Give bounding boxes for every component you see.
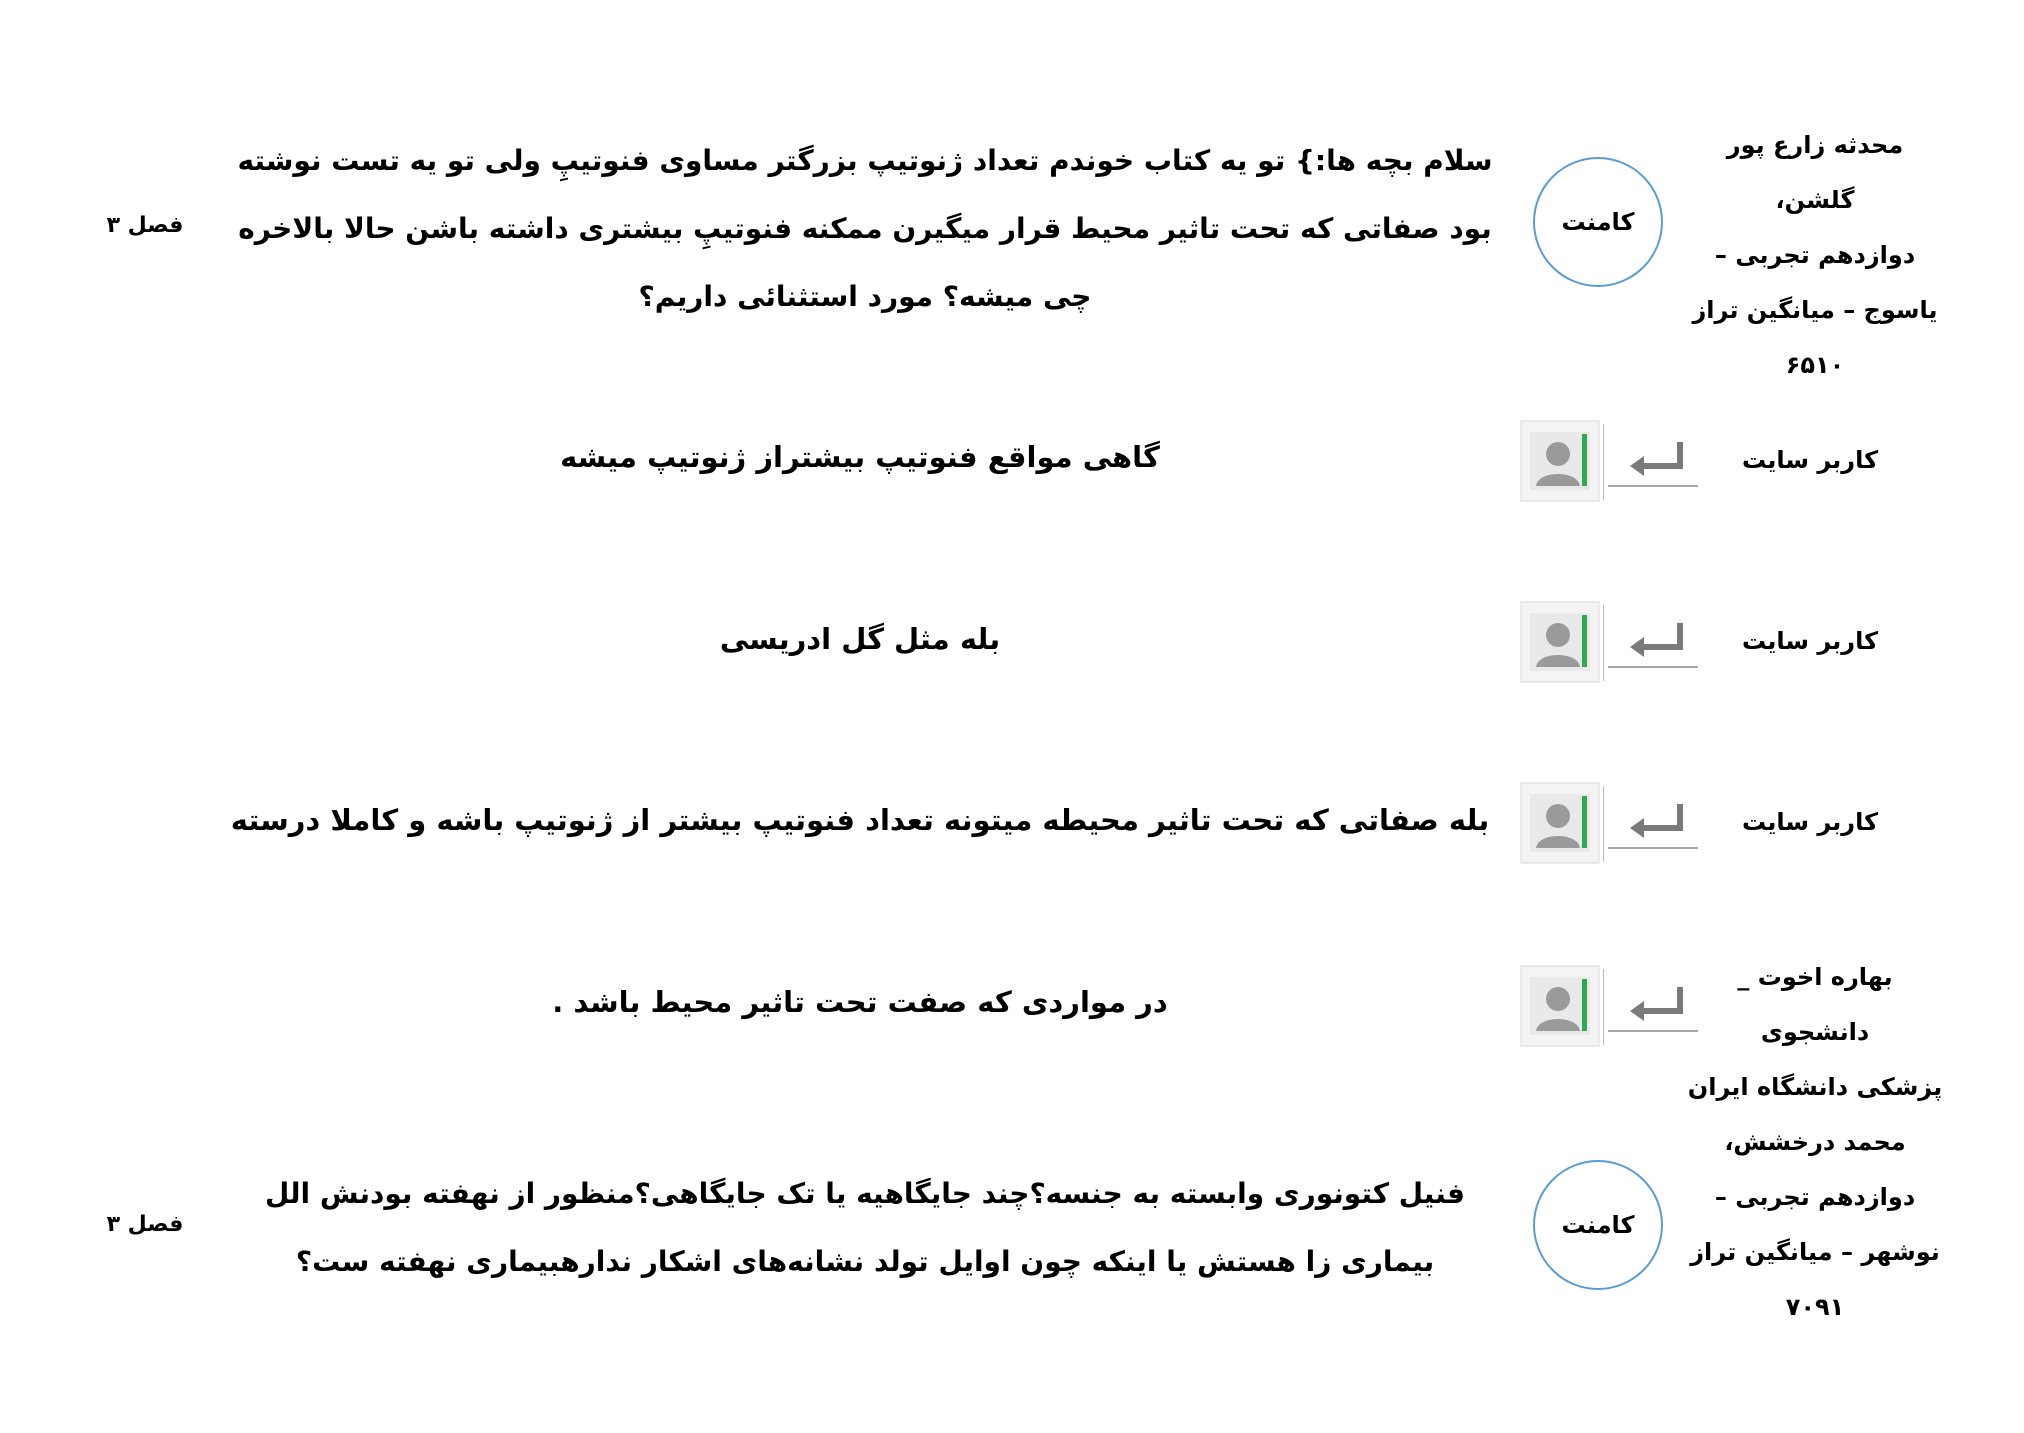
divider bbox=[1603, 424, 1604, 500]
reply-icon-group bbox=[1520, 601, 1690, 683]
reply-user: کاربر سایت bbox=[1741, 446, 1879, 474]
author-line: ۷۰۹۱ bbox=[1785, 1293, 1845, 1321]
thread2-question: فنیل کتونوری وابسته به جنسه؟چند جایگاهیه یا تک جایگاهی؟منظور از نهفته بودنش الل بیماری زا هستش یا اینکه چون اوایل تولد نشانه‌های اشکار ندارهبیماری نهفته ست؟ bbox=[265, 1177, 1465, 1278]
user-avatar-icon bbox=[1520, 782, 1600, 864]
author-line: نوشهر – میانگین تراز bbox=[1690, 1238, 1940, 1266]
author-line: یاسوج – میانگین تراز bbox=[1692, 296, 1938, 324]
reply-user bbox=[1680, 950, 1950, 1115]
user-avatar-icon bbox=[1520, 420, 1600, 502]
thread1-question: سلام بچه ها:} تو یه کتاب خوندم تعداد ژنوتیپ بزرگتر مساوی فنوتیپِ ولی تو یه تست نوشته بود صفاتی که تحت تاثیر محیط قرار میگیرن ممکنه فنوتیپِ بیشتری داشته باشن حالا بالاخره چی میشه؟ مورد استثنائی داریم؟ bbox=[237, 144, 1493, 313]
reply-icon-group bbox=[1520, 782, 1690, 864]
reply-arrow-icon[interactable] bbox=[1608, 965, 1698, 1047]
comment-button[interactable]: کامنت bbox=[1533, 1160, 1663, 1290]
reply-text: در مواردی که صفت تحت تاثیر محیط باشد . bbox=[552, 985, 1168, 1019]
author-line: ۶۵۱۰ bbox=[1785, 351, 1845, 379]
thread1-author bbox=[1690, 118, 1940, 393]
thread2-author bbox=[1690, 1115, 1940, 1335]
chapter-label: فصل ۳ bbox=[106, 1212, 184, 1237]
reply-text: بله صفاتی که تحت تاثیر محیطه میتونه تعداد فنوتیپ بیشتر از ژنوتیپ باشه و کاملا درسته bbox=[230, 803, 1490, 837]
reply-user: کاربر سایت bbox=[1741, 627, 1879, 655]
author-line: دوازدهم تجربی – bbox=[1714, 1183, 1916, 1211]
reply-user: کاربر سایت bbox=[1741, 808, 1879, 836]
divider bbox=[1603, 605, 1604, 681]
author-line: محمد درخشش، bbox=[1724, 1128, 1906, 1156]
reply-icon-group bbox=[1520, 965, 1690, 1047]
divider bbox=[1603, 786, 1604, 862]
author-line: محدثه زارع پور گلشن، bbox=[1726, 131, 1904, 214]
reply-text: گاهی مواقع فنوتیپ بیشتراز ژنوتیپ میشه bbox=[560, 440, 1160, 474]
chapter-label: فصل ۳ bbox=[106, 213, 184, 238]
author-line: بهاره اخوت _ دانشجوی bbox=[1737, 963, 1893, 1046]
reply-text: بله مثل گل ادریسی bbox=[719, 622, 1001, 656]
comment-button[interactable]: کامنت bbox=[1533, 157, 1663, 287]
reply-arrow-icon[interactable] bbox=[1608, 601, 1698, 683]
author-line: پزشکی دانشگاه ایران bbox=[1687, 1073, 1943, 1101]
reply-arrow-icon[interactable] bbox=[1608, 782, 1698, 864]
author-line: دوازدهم تجربی – bbox=[1714, 241, 1916, 269]
reply-icon-group bbox=[1520, 420, 1690, 502]
user-avatar-icon bbox=[1520, 601, 1600, 683]
divider bbox=[1603, 969, 1604, 1045]
user-avatar-icon bbox=[1520, 965, 1600, 1047]
reply-arrow-icon[interactable] bbox=[1608, 420, 1698, 502]
